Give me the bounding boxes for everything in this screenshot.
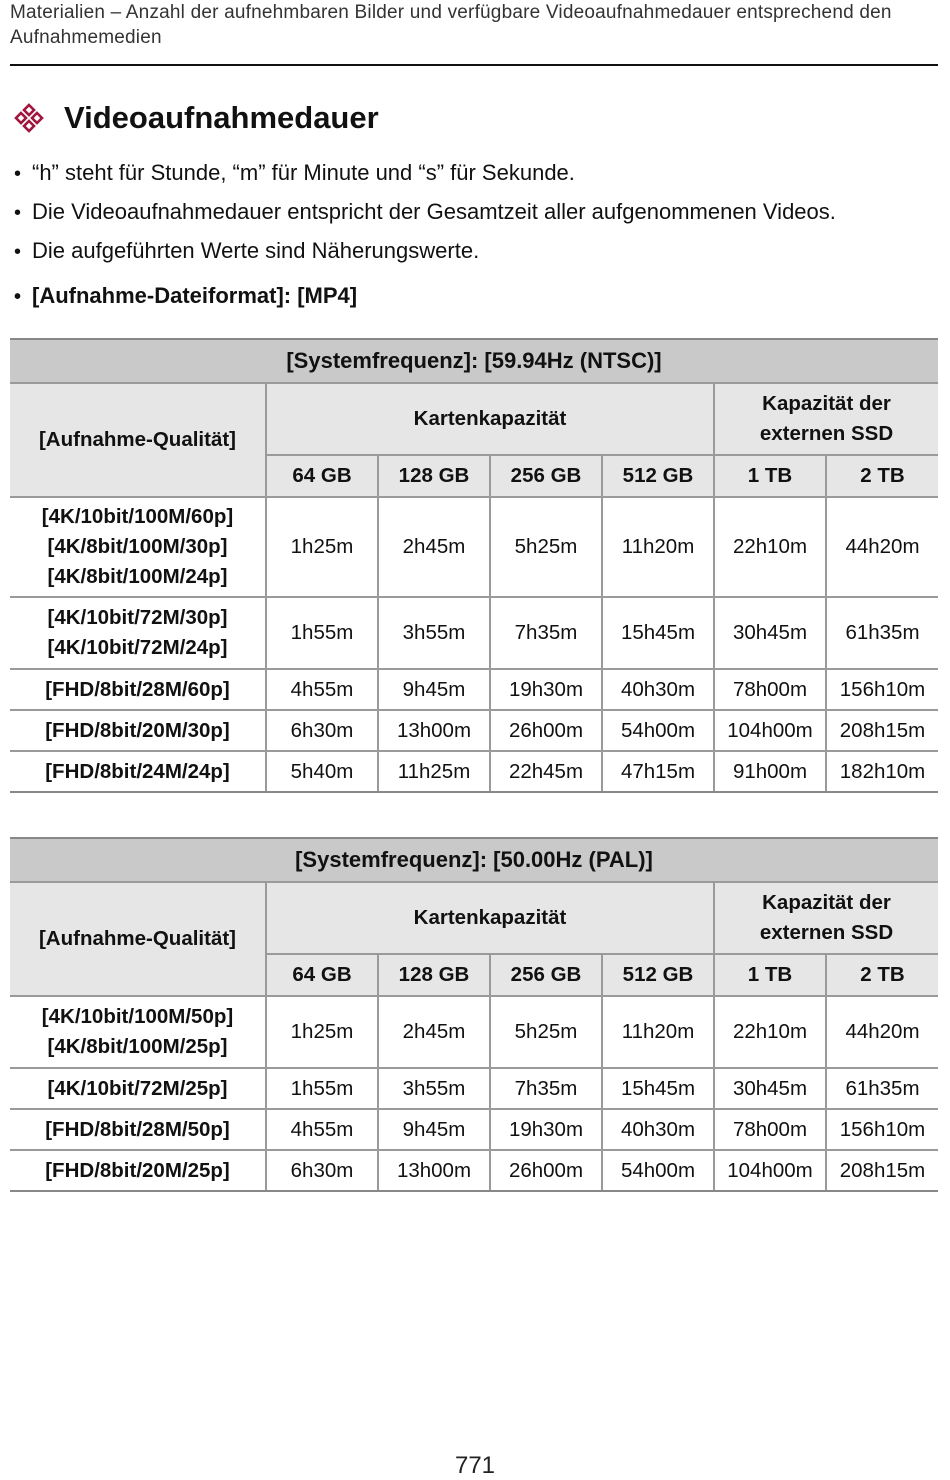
notes-list — [14, 154, 939, 271]
duration-cell: 15h45m — [602, 1068, 714, 1109]
duration-cell: 26h00m — [490, 710, 602, 751]
duration-cell: 7h35m — [490, 597, 602, 669]
bullet-icon: • — [14, 202, 22, 224]
duration-cell: 5h25m — [490, 996, 602, 1068]
quality-cell — [10, 1109, 266, 1150]
capacity-size-header: 2 TB — [826, 455, 938, 497]
duration-cell: 22h10m — [714, 996, 826, 1068]
capacity-size-header: 128 GB — [378, 455, 490, 497]
quality-label: [FHD/8bit/24M/24p] — [45, 759, 230, 783]
diamond-cluster-icon — [14, 103, 44, 133]
quality-label: [FHD/8bit/28M/50p] — [45, 1117, 230, 1141]
duration-cell: 11h20m — [602, 497, 714, 597]
ssd-capacity-header: Kapazität der externen SSD — [714, 882, 938, 954]
card-capacity-header: Kartenkapazität — [266, 882, 714, 954]
table-row — [10, 1150, 938, 1191]
table-row — [10, 1109, 938, 1150]
duration-cell: 13h00m — [378, 710, 490, 751]
duration-cell: 9h45m — [378, 669, 490, 710]
duration-cell: 44h20m — [826, 996, 938, 1068]
system-frequency-row — [10, 339, 938, 383]
table-row — [10, 497, 938, 597]
bullet-icon: • — [14, 241, 22, 263]
duration-cell: 22h10m — [714, 497, 826, 597]
bullet-icon: • — [14, 286, 22, 308]
quality-column-header: [Aufnahme-Qualität] — [10, 882, 266, 996]
table-row — [10, 597, 938, 669]
quality-cell — [10, 669, 266, 710]
quality-label: [4K/10bit/72M/30p] — [47, 606, 228, 629]
table-row — [10, 751, 938, 792]
section-title — [14, 98, 379, 138]
duration-cell: 156h10m — [826, 669, 938, 710]
page-number: 771 — [454, 1452, 496, 1479]
capacity-size-header: 64 GB — [266, 954, 378, 996]
duration-cell: 4h55m — [266, 1109, 378, 1150]
duration-cell: 7h35m — [490, 1068, 602, 1109]
duration-cell: 11h25m — [378, 751, 490, 792]
page-header: Materialien – Anzahl der aufnehmbaren Bilder und verfügbare Videoaufnahmedauer entsprechend den Aufnahmemedien — [10, 2, 892, 48]
table-row — [10, 996, 938, 1068]
note-text: Die aufgeführten Werte sind Näherungswerte. — [32, 238, 480, 263]
quality-label: [4K/10bit/100M/50p] — [41, 1005, 234, 1028]
duration-cell: 104h00m — [714, 1150, 826, 1191]
capacity-size-header: 2 TB — [826, 954, 938, 996]
section-title-text: Videoaufnahmedauer — [64, 100, 379, 135]
quality-label: [4K/10bit/72M/24p] — [47, 636, 228, 659]
capacity-size-header: 512 GB — [602, 455, 714, 497]
duration-cell: 1h55m — [266, 597, 378, 669]
recording-time-table-ntsc — [10, 338, 938, 793]
capacity-size-header: 512 GB — [602, 954, 714, 996]
duration-cell: 1h25m — [266, 497, 378, 597]
duration-cell: 30h45m — [714, 597, 826, 669]
duration-cell: 2h45m — [378, 497, 490, 597]
duration-cell: 13h00m — [378, 1150, 490, 1191]
column-header-row — [10, 882, 938, 954]
card-capacity-header: Kartenkapazität — [266, 383, 714, 455]
table-row — [10, 710, 938, 751]
bullet-icon: • — [14, 163, 22, 185]
capacity-size-header: 256 GB — [490, 455, 602, 497]
duration-cell: 61h35m — [826, 1068, 938, 1109]
file-format-text: [Aufnahme-Dateiformat]: [MP4] — [32, 283, 358, 308]
quality-cell — [10, 497, 266, 597]
header-divider — [10, 64, 938, 66]
quality-label: [4K/10bit/100M/60p] — [41, 505, 234, 528]
duration-cell: 54h00m — [602, 710, 714, 751]
note-item — [14, 154, 939, 193]
duration-cell: 91h00m — [714, 751, 826, 792]
duration-cell: 61h35m — [826, 597, 938, 669]
duration-cell: 5h40m — [266, 751, 378, 792]
column-header-row — [10, 383, 938, 455]
duration-cell: 1h25m — [266, 996, 378, 1068]
duration-cell: 47h15m — [602, 751, 714, 792]
note-item — [14, 193, 939, 232]
duration-cell: 208h15m — [826, 1150, 938, 1191]
capacity-size-header: 1 TB — [714, 954, 826, 996]
duration-cell: 5h25m — [490, 497, 602, 597]
capacity-size-header: 1 TB — [714, 455, 826, 497]
file-format-line — [14, 283, 357, 309]
duration-cell: 182h10m — [826, 751, 938, 792]
capacity-size-header: 128 GB — [378, 954, 490, 996]
quality-cell — [10, 1150, 266, 1191]
duration-cell: 4h55m — [266, 669, 378, 710]
quality-cell — [10, 597, 266, 669]
duration-cell: 19h30m — [490, 669, 602, 710]
duration-cell: 44h20m — [826, 497, 938, 597]
table-row — [10, 669, 938, 710]
duration-cell: 19h30m — [490, 1109, 602, 1150]
quality-cell — [10, 751, 266, 792]
quality-label: [FHD/8bit/20M/30p] — [45, 718, 230, 742]
quality-label: [4K/10bit/72M/25p] — [47, 1076, 228, 1100]
duration-cell: 9h45m — [378, 1109, 490, 1150]
quality-cell — [10, 1068, 266, 1109]
system-frequency-header: [Systemfrequenz]: [50.00Hz (PAL)] — [10, 838, 938, 882]
duration-cell: 78h00m — [714, 1109, 826, 1150]
duration-cell: 54h00m — [602, 1150, 714, 1191]
duration-cell: 6h30m — [266, 710, 378, 751]
system-frequency-row — [10, 838, 938, 882]
duration-cell: 15h45m — [602, 597, 714, 669]
duration-cell: 30h45m — [714, 1068, 826, 1109]
duration-cell: 3h55m — [378, 1068, 490, 1109]
duration-cell: 1h55m — [266, 1068, 378, 1109]
capacity-size-header: 64 GB — [266, 455, 378, 497]
quality-label: [4K/8bit/100M/30p] — [47, 535, 228, 558]
duration-cell: 78h00m — [714, 669, 826, 710]
quality-label: [4K/8bit/100M/24p] — [47, 565, 228, 588]
duration-cell: 3h55m — [378, 597, 490, 669]
quality-label: [4K/8bit/100M/25p] — [47, 1035, 228, 1058]
table-row — [10, 1068, 938, 1109]
quality-cell — [10, 710, 266, 751]
duration-cell: 40h30m — [602, 669, 714, 710]
note-text: “h” steht für Stunde, “m” für Minute und “s” für Sekunde. — [32, 160, 575, 185]
duration-cell: 11h20m — [602, 996, 714, 1068]
duration-cell: 26h00m — [490, 1150, 602, 1191]
recording-time-table-pal — [10, 837, 938, 1192]
system-frequency-header: [Systemfrequenz]: [59.94Hz (NTSC)] — [10, 339, 938, 383]
quality-cell — [10, 996, 266, 1068]
duration-cell: 6h30m — [266, 1150, 378, 1191]
duration-cell: 22h45m — [490, 751, 602, 792]
note-item — [14, 232, 939, 271]
ssd-capacity-header: Kapazität der externen SSD — [714, 383, 938, 455]
quality-label: [FHD/8bit/28M/60p] — [45, 677, 230, 701]
duration-cell: 40h30m — [602, 1109, 714, 1150]
duration-cell: 208h15m — [826, 710, 938, 751]
capacity-size-header: 256 GB — [490, 954, 602, 996]
quality-column-header: [Aufnahme-Qualität] — [10, 383, 266, 497]
duration-cell: 156h10m — [826, 1109, 938, 1150]
duration-cell: 104h00m — [714, 710, 826, 751]
note-text: Die Videoaufnahmedauer entspricht der Gesamtzeit aller aufgenommenen Videos. — [32, 199, 836, 224]
quality-label: [FHD/8bit/20M/25p] — [45, 1158, 230, 1182]
duration-cell: 2h45m — [378, 996, 490, 1068]
